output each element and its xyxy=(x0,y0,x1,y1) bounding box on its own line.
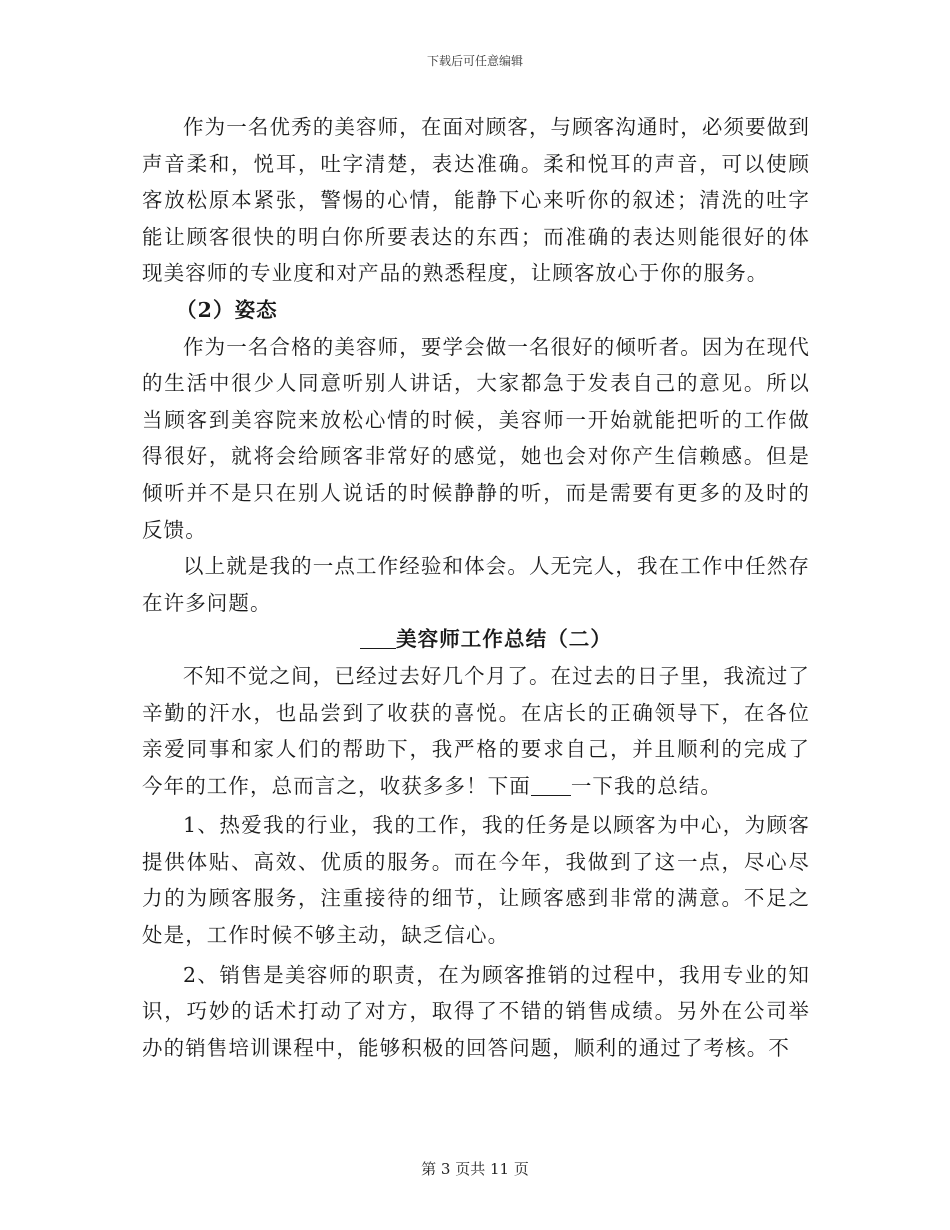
page-header: 下载后可任意编辑 xyxy=(426,54,523,68)
page-footer: 第 3 页共 11 页 xyxy=(421,1160,529,1178)
paragraph-voice: 作为一名优秀的美容师，在面对顾客，与顾客沟通时，必须要做到声音柔和，悦耳，吐字清楚，表达准确。柔和悦耳的声音，可以使顾客放松原本紧张，警惕的心情，能静下心来听你的叙述；清洗的吐字能让顾客很快的明白你所要表达的东西；而准确的表达则能很好的体现美容师的专业度和对产品的熟悉程度，让顾客放心于你的服务。 xyxy=(142,115,810,286)
document-body xyxy=(142,109,810,1066)
paragraph-intro xyxy=(142,658,810,804)
paragraph-point-1: 1、热爱我的行业，我的工作，我的任务是以顾客为中心，为顾客提供体贴、高效、优质的服务。而在今年，我做到了这一点，尽心尽力的为顾客服务，注重接待的细节，让顾客感到非常的满意。不足之处是，工作时候不够主动，缺乏信心。 xyxy=(142,813,810,948)
title-blank xyxy=(360,628,396,650)
section-title xyxy=(142,621,810,658)
intro-blank xyxy=(531,774,571,796)
paragraph-point-2: 2、销售是美容师的职责，在为顾客推销的过程中，我用专业的知识，巧妙的话术打动了对方，取得了不错的销售成绩。另外在公司举办的销售培训课程中，能够积极的回答问题，顺利的通过了考核。不 xyxy=(142,962,810,1060)
paragraph-intro-text: 不知不觉之间，已经过去好几个月了。在过去的日子里，我流过了辛勤的汗水，也品尝到了收获的喜悦。在店长的正确领导下，在各位亲爱同事和家人们的帮助下，我严格的要求自己，并且顺利的完成了今年的工作，总而言之，收获多多！下面 xyxy=(142,663,810,798)
paragraph-summary: 以上就是我的一点工作经验和体会。人无完人，我在工作中任然存在许多问题。 xyxy=(142,554,810,615)
subheading-posture: （2）姿态 xyxy=(176,297,278,322)
paragraph-listening: 作为一名合格的美容师，要学会做一名很好的倾听者。因为在现代的生活中很少人同意听别人讲话，大家都急于发表自己的意见。所以当顾客到美容院来放松心情的时候，美容师一开始就能把听的工作做得很好，就将会给顾客非常好的感觉，她也会对你产生信赖感。但是倾听并不是只在别人说话的时候静静的听，而是需要有更多的及时的反馈。 xyxy=(142,334,810,542)
paragraph-intro-tail: 一下我的总结。 xyxy=(570,773,723,798)
section-title-text: 美容师工作总结（二） xyxy=(396,627,612,652)
